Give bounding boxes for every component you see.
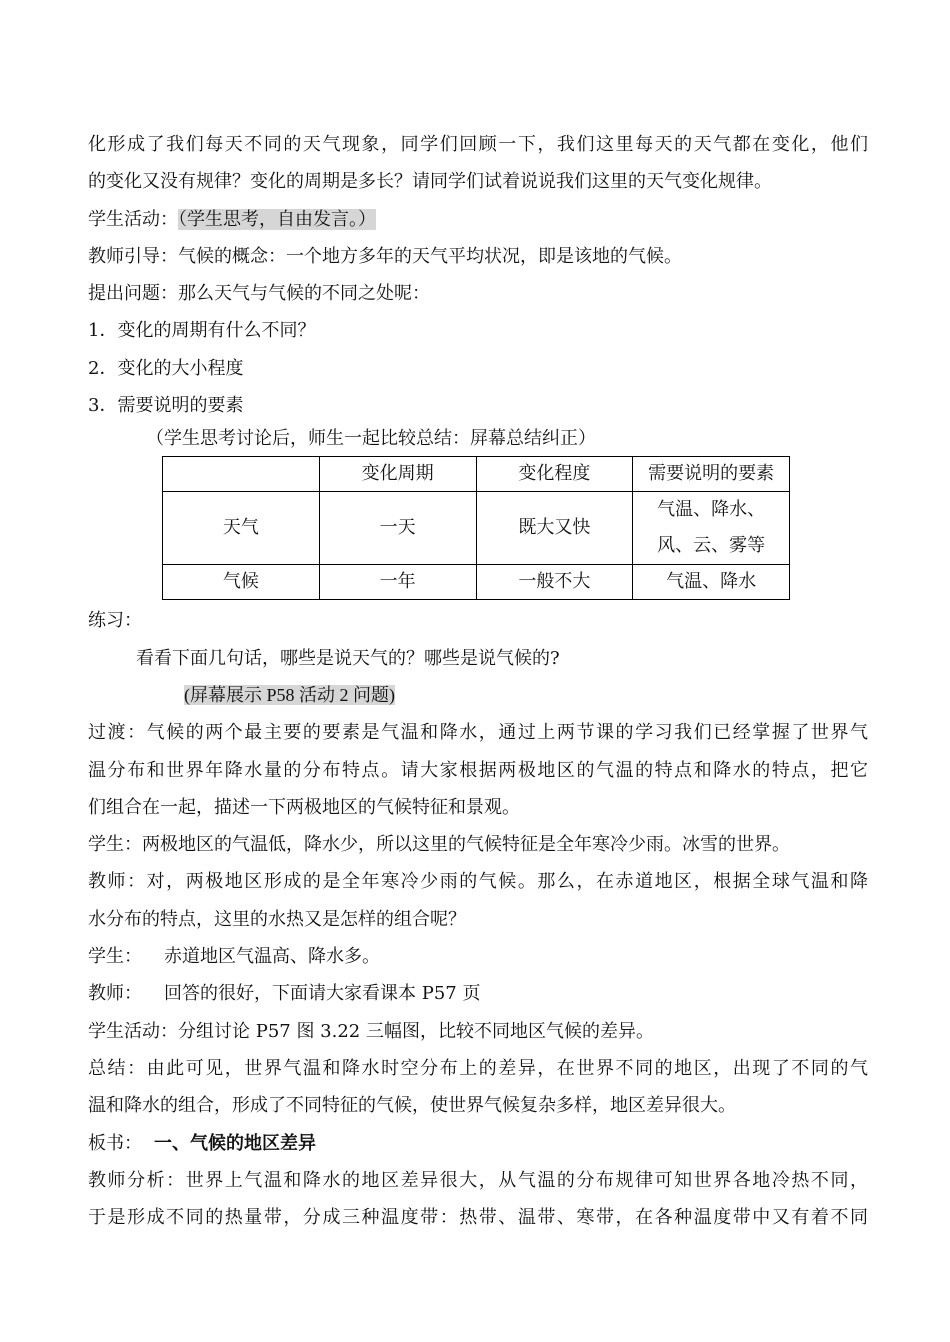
cell-line: 气温、降水、 (657, 499, 766, 521)
dialogue-line (88, 975, 868, 1012)
table-header-cell (163, 457, 320, 492)
board-title: 一、气候的地区差异 (154, 1132, 316, 1154)
paragraph-line: 教师分析：世界上气温和降水的地区差异很大，从气温的分布规律可知世界各地冷热不同， (88, 1169, 868, 1191)
table-row (163, 565, 790, 600)
table-header-row (163, 457, 790, 492)
list-item: 2．变化的大小程度 (88, 357, 244, 379)
highlighted-text: (屏幕展示 P58 活动 2 问题) (184, 684, 395, 705)
label: 学生： (88, 946, 142, 968)
practice-question: 看看下面几句话，哪些是说天气的？哪些是说气候的? (136, 647, 560, 669)
paragraph-line: 温和降水的组合，形成了不同特征的气候，使世界气候复杂多样，地区差异很大。 (88, 1095, 736, 1117)
table-cell: 气候 (163, 565, 320, 600)
paragraph-line: （学生思考讨论后，师生一起比较总结：屏幕总结纠正） (146, 428, 596, 450)
table-cell: 天气 (163, 492, 320, 565)
paragraph-line: 教师：对，两极地区形成的是全年寒冷少雨的气候。那么，在赤道地区，根据全球气温和降 (88, 871, 868, 893)
list-item: 1．变化的周期有什么不同？ (88, 320, 316, 342)
paragraph-line: 水分布的特点，这里的水热又是怎样的组合呢？ (88, 908, 466, 930)
label: 学生活动： (88, 208, 178, 230)
paragraph-line: 提出问题：那么天气与气候的不同之处呢： (88, 283, 430, 305)
table-cell: 既大又快 (476, 492, 633, 565)
cell-line: 风、云、雾等 (657, 535, 766, 557)
label: 教师： (88, 983, 142, 1005)
practice-heading: 练习： (88, 610, 142, 632)
list-item: 3．需要说明的要素 (88, 395, 244, 417)
dialogue-text: 回答的很好，下面请大家看课本 P57 页 (164, 983, 481, 1005)
paragraph-line: 于是形成不同的热量带，分成三种温度带：热带、温带、寒带，在各种温度带中又有着不同 (88, 1207, 868, 1229)
table-cell: 一年 (319, 565, 476, 600)
dialogue-line (88, 938, 868, 975)
screen-note-line (88, 677, 868, 714)
student-activity-line (88, 201, 868, 238)
paragraph-line: 们组合在一起，描述一下两极地区的气候特征和景观。 (88, 796, 520, 818)
paragraph-line: 教师引导：气候的概念：一个地方多年的天气平均状况，即是该地的气候。 (88, 245, 682, 267)
paragraph-line: 的变化又没有规律？变化的周期是多长？请同学们试着说说我们这里的天气变化规律。 (88, 171, 772, 193)
paragraph-line: 学生活动：分组讨论 P57 图 3.22 三幅图，比较不同地区气候的差异。 (88, 1020, 654, 1042)
board-line (88, 1125, 868, 1162)
paragraph-line: 过渡：气候的两个最主要的要素是气温和降水，通过上两节课的学习我们已经掌握了世界气 (88, 722, 868, 744)
table-row (163, 492, 790, 565)
paragraph-line: 总结：由此可见，世界气温和降水时空分布上的差异，在世界不同的地区，出现了不同的气 (88, 1057, 868, 1079)
table-cell: 一般不大 (476, 565, 633, 600)
paragraph-line: 温分布和世界年降水量的分布特点。请大家根据两极地区的气温的特点和降水的特点，把它 (88, 759, 868, 781)
document-body (88, 126, 868, 1236)
table-header-cell: 变化程度 (476, 457, 633, 492)
table-cell (633, 492, 790, 565)
label: 板书： (88, 1132, 142, 1154)
table-cell: 气温、降水 (633, 565, 790, 600)
comparison-table (162, 456, 790, 600)
table-cell: 一天 (319, 492, 476, 565)
dialogue-text: 赤道地区气温高、降水多。 (164, 946, 380, 968)
paragraph-line: 学生：两极地区的气温低，降水少，所以这里的气候特征是全年寒冷少雨。冰雪的世界。 (88, 834, 790, 856)
highlighted-text: （学生思考，自由发言。） (178, 208, 376, 230)
table-header-cell: 变化周期 (319, 457, 476, 492)
paragraph-line: 化形成了我们每天不同的天气现象，同学们回顾一下，我们这里每天的天气都在变化，他们 (88, 134, 868, 155)
table-header-cell: 需要说明的要素 (633, 457, 790, 492)
